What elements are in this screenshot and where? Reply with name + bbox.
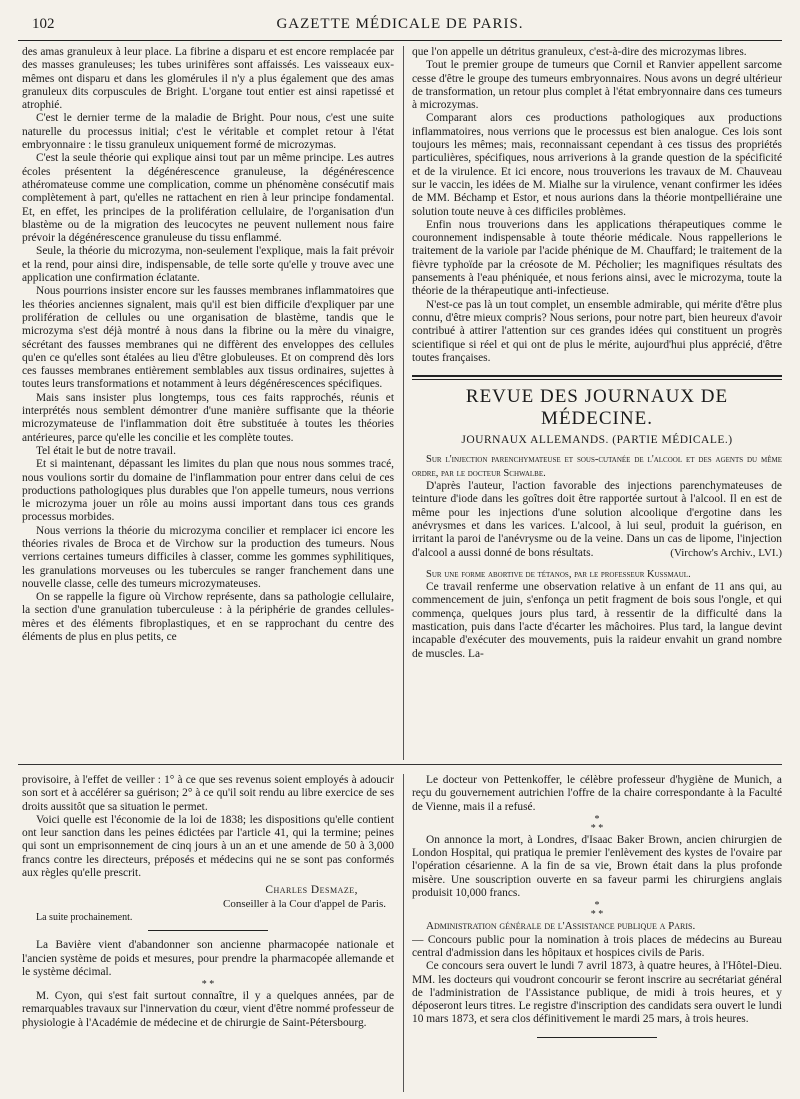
article-body: D'après l'auteur, l'action favorable des injections parenchymateuses de teinture d'iode dans les goîtres doit être rapportée surtout à l'alcool. Il en est de même pour les injections d'une solution alcoolique d'ergotine dans les anévrysmes et dans les varices. L'alcool, à lui seul, produit la guérison, en irritant la paroi de l'anévrysme ou de la veine. Dans un cas de lipome, l'injection d'alcool a aussi donné de bons résultats. [412, 480, 782, 559]
article-title-text: Sur l'injection parenchymateuse et sous-cutanée de l'alcool et des agents du même ordre, par le docteur Schwalbe. [412, 454, 782, 479]
column-divider [403, 774, 404, 1092]
paragraph: C'est la seule théorie qui explique ainsi tout par un même principe. Les autres écoles présentent la dégénérescence granuleuse, la dégénérescence athéromateuse comme une complication, comme un phénomène consécutif mais complètement à part, qu'elles ne rattachent en rien à leur principe fondamental. Et, en effet, les principes de la prolifération cellulaire, de l'organisation d'un blastème ou de la migration des leucocytes ne peuvent nullement nous faire prévoir la dégénérescence granuleuse du tissu enflammé. [22, 152, 394, 245]
paragraph: Comparant alors ces productions pathologiques aux productions inflammatoires, nous verrions que le processus est bien analogue. Ces lois sont toujours les mêmes; mais, reconnaissant cependant à ces tissus des propriétés particulières, spécifiques, nous arriverions à la grande question de la spécificité et de la virulence. Et ici encore, nous trouverions les travaux de M. Chauveau sur le vaccin, les idées de M. Mialhe sur la virulence, venant confirmer les idées de MM. Béchamp et Estor, et nous aurions dans la théorie montpelliéraine une solution toute neuve à ces difficiles problèmes. [412, 112, 782, 218]
signature: Charles Desmaze, [265, 884, 358, 897]
paragraph: N'est-ce pas là un tout complet, un ensemble admirable, qui mérite d'être plus connu, d'être mieux compris? Nous serions, pour notre part, bien heureux d'avoir contribué à attirer l'attention sur ces grandes idées qui constituent un progrès scientifique si réel et qui ont de plus le mérite, aujourd'hui plus apprécié, d'être toutes françaises. [412, 298, 782, 364]
column-divider [403, 46, 404, 760]
paragraph: Mais sans insister plus longtemps, tous ces faits rapprochés, réunis et interprétés nous semblent démontrer d'une manière suffisante que la théorie microzymateuse de l'inflammation doit être substituée à toutes les théories antérieures, parce qu'elle les concilie et les complète toutes. [22, 391, 394, 444]
paragraph: Voici quelle est l'économie de la loi de 1838; les dispositions qu'elle contient ont leur sanction dans les peines édictées par l'article 41, qui la termine; peines qui sont un emprisonnement de cinq jours à un an et une amende de 50 à 3,000 francs contre les directeurs, préposés et médecins qui ne se sont pas conformés aux règles qu'elle prescrit. [22, 813, 394, 880]
paragraph: On annonce la mort, à Londres, d'Isaac Baker Brown, ancien chirurgien de London Hospital, qui pratiqua le premier l'enlèvement des kystes de l'ovaire par l'opération césarienne. A la fin de sa vie, Brown était dans la plus profonde misère. Une souscription ouverte en sa faveur parmi les chirurgiens anglais produisit 10,000 francs. [412, 833, 782, 900]
header-rule [18, 40, 782, 41]
paragraph: Nous pourrions insister encore sur les fausses membranes inflammatoires que les théories anciennes signalent, mais qu'il est bien difficile d'expliquer par une prolifération de cellules ou une organisation de blastème, tandis que le microzyma s'est déjà montré à nous dans la fibrine ou la mère du vinaigre, sécrétant des fausses membranes qui ne diffèrent des enveloppes des cellules qu'en ce qu'elles sont étalées au lieu d'être globuleuses. Et on comprend dès lors ces fausses membranes entièrement semblables aux tissus ordinaires, sujettes à toutes leurs transformations et notamment à leurs dégénérescences spécifiques. [22, 285, 394, 391]
paragraph: La Bavière vient d'abandonner son ancienne pharmacopée nationale et l'ancien système de poids et mesures, pour prendre la pharmacopée allemande et le système décimal. [22, 939, 394, 978]
paragraph: Seule, la théorie du microzyma, non-seulement l'explique, mais la fait prévoir et la rend, pour ainsi dire, indispensable, de telle sorte qu'elle y trouve avec une application une confirmation éclatante. [22, 245, 394, 285]
paragraph: que l'on appelle un détritus granuleux, c'est-à-dire des microzymas libres. [412, 46, 747, 58]
paragraph: M. Cyon, qui s'est fait surtout connaître, il y a quelques années, par de remarquables travaux sur l'innervation du cœur, vient d'être nommé professeur de physiologie à l'Académie de médecine et de chirurgie de Saint-Pétersbourg. [22, 990, 394, 1029]
paragraph: Enfin nous trouverions dans les applications thérapeutiques comme le couronnement indispensable à toute théorie médicale. Nous rappellerions le traitement de la variole par l'acide phénique de M. Chauffard; le traitement de la fièvre typhoïde par la créosote de M. Pécholier; les magnifiques résultats des pansements à l'eau phéniquée, et nous ferions ainsi, avec le microzyma, toute la théorie de la thérapeutique anti-infectieuse. [412, 218, 782, 298]
paragraph: — Concours public pour la nomination à trois places de médecins au Bureau central d'admission dans les hôpitaux et hospices civils de Paris. [412, 933, 782, 959]
paragraph: Tout le premier groupe de tumeurs que Cornil et Ranvier appellent sarcome cesse d'être le groupe des tumeurs embryonnaires. Nous avons un degré ultérieur de transformation, un retour plus complet à l'état embryonnaire dans ces tumeurs à microzymas. [412, 59, 782, 112]
paragraph: Ce travail renferme une observation relative à un enfant de 11 ans qui, au commencement de juin, s'enfonça un petit fragment de bois sous l'ongle, et qui commença, quelques jours plus tard, à ressentir de la difficulté dans la mastication, puis dans l'acte d'écarter les mâchoires. Plus tard, la langue devint incapable d'exécuter des mouvements, puis la raideur envahit un grand nombre de muscles. La- [412, 581, 782, 660]
continued-note: La suite prochainement. [36, 911, 133, 923]
article-reference: (Virchow's Archiv., LVI.) [670, 546, 782, 559]
paragraph: C'est le dernier terme de la maladie de Bright. Pour nous, c'est une suite naturelle du processus initial; c'est le véritable et complet retour à l'état embryonnaire : le tissu granuleux uniquement formé de microzymas. [22, 112, 394, 152]
bottom-left-column [22, 774, 394, 1094]
mid-page-rule [18, 764, 782, 765]
admin-heading: Administration générale de l'Assistance publique a Paris. [426, 920, 696, 933]
section-rule [412, 379, 782, 380]
separator-rule [148, 930, 268, 931]
paragraph: Et si maintenant, dépassant les limites du plan que nous nous sommes tracé, nous voulions sortir du domaine de l'inflammation pour entrer dans celui de ces productions pathologiques plus durables que l'on appelle tumeurs, nous verrions le microzyma jouer un rôle au moins aussi important dans tous ces grands processus morbides. [22, 458, 394, 524]
section-rule [412, 375, 782, 377]
paragraph: provisoire, à l'effet de veiller : 1° à ce que ses revenus soient employés à adoucir son sort et à accélérer sa guérison; 2° à ce qu'il soit rendu au libre exercice de ses droits aussitôt que sa situation le permet. [22, 774, 394, 813]
paragraph: Tel était le but de notre travail. [36, 444, 176, 457]
article-title [412, 568, 782, 581]
paragraph: Le docteur von Pettenkoffer, le célèbre professeur d'hygiène de Munich, a reçu du gouvernement autrichien l'offre de la chaire correspondante à la Faculté de Vienne, mais il a refusé. [412, 774, 782, 813]
revue-title: REVUE DES JOURNAUX DE MÉDECINE. [465, 386, 729, 430]
paragraph: Nous verrions la théorie du microzyma concilier et remplacer ici encore les théories rivales de Broca et de Virchow sur la production des tumeurs. Nous verrions certaines tumeurs difficiles à classer, comme les gommes syphilitiques, les granulations morveuses ou les tubercules se ranger franchement dans une nouvelle classe, celle des tumeurs microzymateuses. [22, 524, 394, 590]
running-title: GAZETTE MÉDICALE DE PARIS. [276, 16, 524, 32]
revue-subtitle: JOURNAUX ALLEMANDS. (PARTIE MÉDICALE.) [461, 434, 733, 447]
article-title-text: Sur une forme abortive de tétanos, par le professeur Kussmaul. [426, 568, 691, 580]
paragraph [412, 480, 782, 560]
paragraph: des amas granuleux à leur place. La fibrine a disparu et est encore remplacée par des masses granuleuses; les tubes urinifères sont affaissés. Les vaisseaux eux-mêmes ont disparu et dans les glomérules il n'y a plus également que des amas granuleux dits corpuscules de Bright. L'organe tout entier est ainsi rapetissé et atrophié. [22, 46, 394, 112]
signature-role: Conseiller à la Cour d'appel de Paris. [223, 897, 386, 910]
article-title [412, 453, 782, 480]
right-column [412, 46, 782, 760]
page-number: 102 [32, 16, 55, 32]
bottom-right-column [412, 774, 782, 1094]
asterism-ornament: * * * [590, 900, 604, 921]
left-column [22, 46, 394, 760]
separator-rule [537, 1037, 657, 1038]
paragraph: On se rappelle la figure où Virchow représente, dans sa pathologie cellulaire, la section d'une granulation tuberculeuse : à la périphérie de grandes cellules-mères et des éléments fibroplastiques, et en se rapprochant du centre des éléments de plus en plus petits, ce [22, 591, 394, 644]
asterism-ornament: * * * [590, 813, 604, 834]
asterism: * * [201, 979, 215, 991]
paragraph: Ce concours sera ouvert le lundi 7 avril 1873, à quatre heures, à l'Hôtel-Dieu. MM. les docteurs qui voudront concourir se feront inscrire au secrétariat général de l'administration de l'Assistance publique, de midi à trois heures, et y déposeront leurs titres. Le registre d'inscription des candidats sera ouvert le lundi 10 mars 1873, et sera clos définitivement le mardi 25 mars, à trois heures. [412, 960, 782, 1026]
